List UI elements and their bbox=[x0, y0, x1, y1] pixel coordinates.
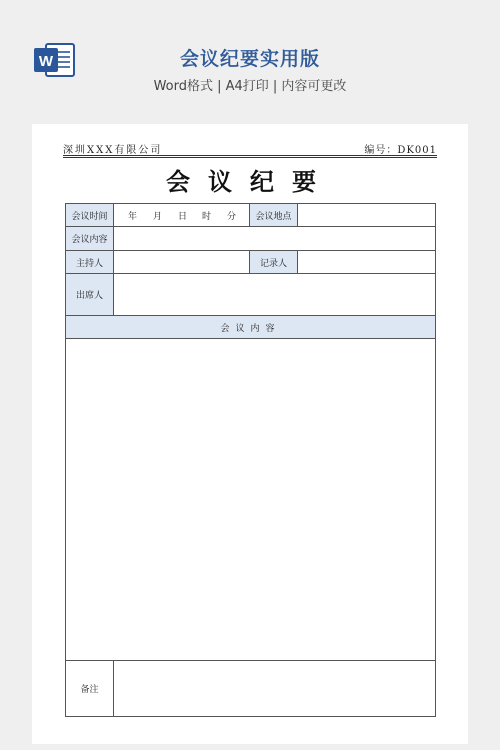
double-rule bbox=[63, 157, 437, 158]
unit-year: 年 bbox=[128, 211, 138, 222]
attendees-field[interactable] bbox=[114, 274, 436, 316]
serial-number: 编号：DK001 bbox=[364, 145, 437, 156]
company-name: 深圳XXX有限公司 bbox=[63, 145, 163, 156]
content-field[interactable] bbox=[114, 227, 436, 251]
preview-header bbox=[0, 0, 500, 120]
row-time bbox=[66, 204, 436, 227]
row-remarks bbox=[66, 661, 436, 717]
label-time: 会议时间 bbox=[66, 204, 114, 227]
host-field[interactable] bbox=[114, 251, 250, 274]
document-top-line bbox=[63, 141, 437, 156]
unit-minute: 分 bbox=[227, 211, 237, 222]
minutes-form bbox=[65, 203, 436, 717]
row-section-head bbox=[66, 316, 436, 339]
remarks-field[interactable] bbox=[114, 661, 436, 717]
row-host bbox=[66, 251, 436, 274]
label-recorder: 记录人 bbox=[250, 251, 298, 274]
unit-day: 日 bbox=[178, 211, 188, 222]
recorder-field[interactable] bbox=[298, 251, 436, 274]
document-sheet bbox=[32, 124, 468, 744]
label-host: 主持人 bbox=[66, 251, 114, 274]
unit-hour: 时 bbox=[202, 211, 212, 222]
label-remarks: 备注 bbox=[66, 661, 114, 717]
row-attendees bbox=[66, 274, 436, 316]
label-attendees: 出席人 bbox=[66, 274, 114, 316]
label-location: 会议地点 bbox=[250, 204, 298, 227]
section-heading: 会议内容 bbox=[66, 316, 436, 339]
unit-month: 月 bbox=[153, 211, 163, 222]
word-icon-letter: W bbox=[38, 53, 54, 70]
document-title: 会议纪要 bbox=[166, 167, 334, 196]
minutes-body-field[interactable] bbox=[66, 339, 436, 661]
location-field[interactable] bbox=[298, 204, 436, 227]
date-field[interactable] bbox=[114, 204, 250, 227]
row-body bbox=[66, 339, 436, 661]
page-subtitle: Word格式 | A4打印 | 内容可更改 bbox=[153, 79, 347, 94]
page-title: 会议纪要实用版 bbox=[179, 48, 320, 70]
label-content: 会议内容 bbox=[66, 227, 114, 251]
row-content bbox=[66, 227, 436, 251]
